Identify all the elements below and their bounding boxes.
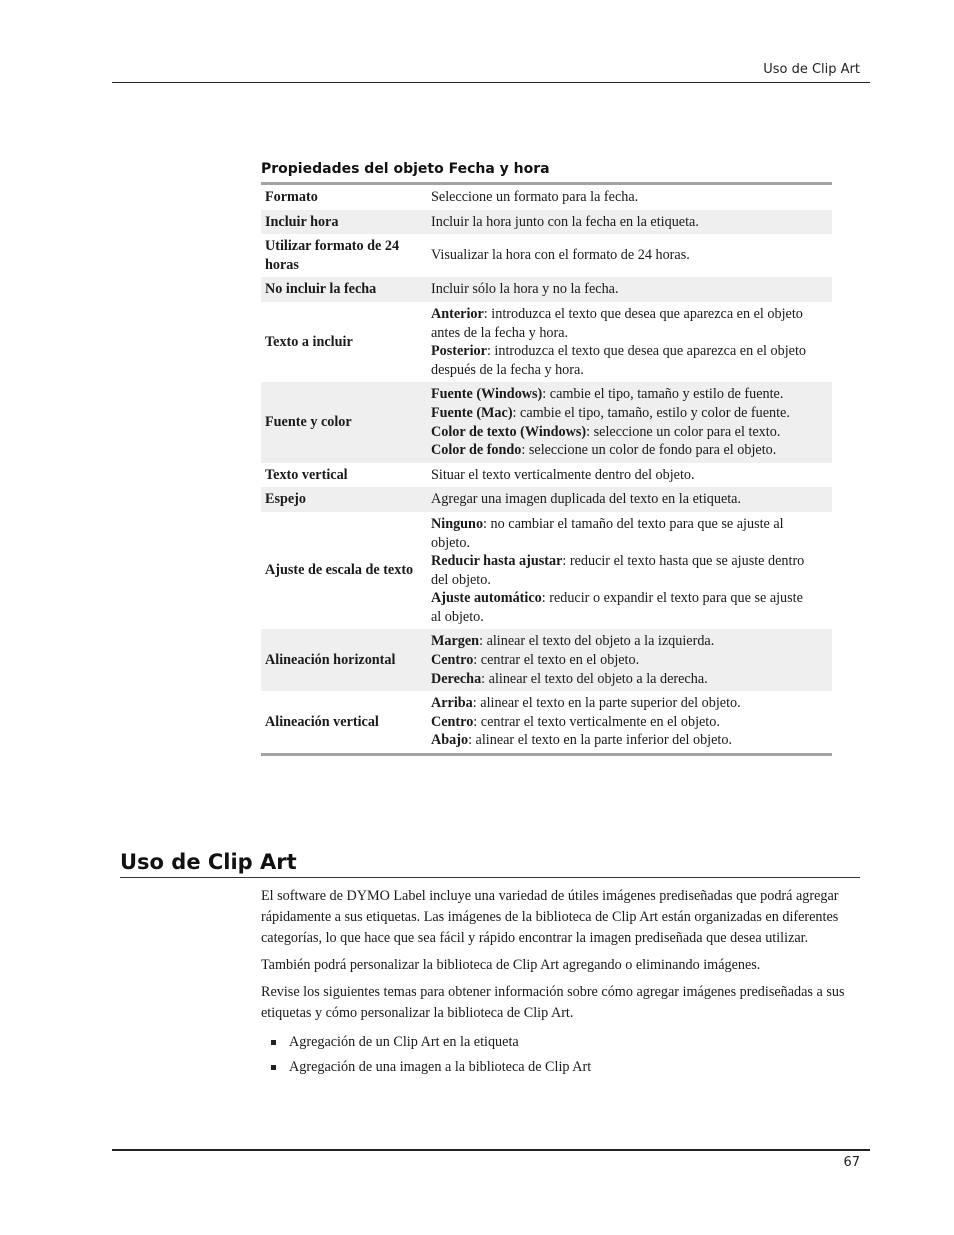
property-description [424, 629, 832, 691]
description-line [431, 731, 814, 750]
description-line [431, 385, 814, 404]
section-rule [120, 877, 860, 878]
table-row [261, 185, 832, 210]
bullet-icon [271, 1065, 276, 1070]
option-text: : seleccione un color para el texto. [586, 423, 781, 440]
description-line [431, 670, 814, 689]
description-line [431, 305, 814, 342]
property-description [424, 277, 832, 302]
option-text: Incluir sólo la hora y no la fecha. [431, 281, 619, 298]
property-description [424, 512, 832, 630]
table-row [261, 487, 832, 512]
table-row [261, 302, 832, 382]
description-line [431, 589, 814, 626]
option-text: : cambie el tipo, tamaño, estilo y color de fuente. [512, 404, 790, 421]
description-line [431, 188, 814, 207]
property-name: Texto vertical [265, 466, 348, 483]
option-text: Situar el texto verticalmente dentro del objeto. [431, 466, 695, 483]
property-description [424, 302, 832, 382]
option-text: : cambie el tipo, tamaño y estilo de fuente. [542, 386, 784, 403]
paragraph: Revise los siguientes temas para obtener información sobre cómo agregar imágenes prediseñadas a sus etiquetas y cómo personalizar la biblioteca de Clip Art. [261, 984, 845, 1021]
description-line [431, 632, 814, 651]
option-label: Abajo [431, 732, 469, 749]
option-label: Ninguno [431, 515, 484, 532]
description-line [431, 441, 814, 460]
option-label: Arriba [431, 695, 473, 712]
description-line [431, 713, 814, 732]
property-name: Alineación vertical [265, 713, 379, 730]
property-description [424, 234, 832, 277]
property-description [424, 210, 832, 235]
table-row [261, 210, 832, 235]
option-text: : alinear el texto en la parte inferior del objeto. [468, 732, 732, 749]
option-label: Fuente (Mac) [431, 404, 513, 421]
option-text: Incluir la hora junto con la fecha en la etiqueta. [431, 213, 699, 230]
description-line [431, 213, 814, 232]
property-name: Fuente y color [261, 382, 424, 462]
topic-list [261, 1030, 857, 1080]
option-text: : introduzca el texto que desea que aparezca en el objeto antes de la fecha y hora. [431, 305, 803, 341]
option-label: Anterior [431, 305, 484, 322]
description-line [431, 694, 814, 713]
option-text: : centrar el texto en el objeto. [473, 652, 640, 669]
table-row [261, 691, 832, 753]
property-name: Formato [265, 189, 318, 205]
section-body [261, 886, 857, 1080]
option-label: Fuente (Windows) [431, 386, 543, 403]
topic-label: Agregación de un Clip Art en la etiqueta [289, 1034, 519, 1050]
table-row [261, 234, 832, 277]
property-description [424, 487, 832, 512]
property-description [424, 691, 832, 753]
properties-table [261, 182, 832, 756]
section-heading: Uso de Clip Art [120, 850, 297, 874]
option-text: Agregar una imagen duplicada del texto en la etiqueta. [431, 491, 742, 508]
paragraph: También podrá personalizar la biblioteca de Clip Art agregando o eliminando imágenes. [261, 957, 761, 973]
option-label: Margen [431, 633, 480, 650]
page-number: 67 [843, 1155, 860, 1170]
option-text: : alinear el texto en la parte superior del objeto. [472, 695, 741, 712]
option-text: : alinear el texto del objeto a la izquierda. [479, 633, 715, 650]
table-row [261, 277, 832, 302]
option-text: : reducir el texto hasta que se ajuste dentro del objeto. [431, 553, 805, 588]
property-name: Texto a incluir [265, 333, 353, 350]
description-line [431, 280, 814, 299]
property-name: Incluir hora [261, 210, 424, 235]
option-label: Ajuste automático [431, 590, 542, 607]
property-name: Alineación horizontal [261, 629, 424, 691]
table-row [261, 382, 832, 462]
option-label: Reducir hasta ajustar [431, 553, 563, 570]
option-text: : introduzca el texto que desea que aparezca en el objeto después de la fecha y hora. [431, 343, 806, 378]
running-header: Uso de Clip Art [763, 62, 860, 77]
header-rule [112, 82, 870, 83]
option-text: : seleccione un color de fondo para el objeto. [521, 442, 777, 459]
option-label: Derecha [431, 670, 482, 687]
option-text: : reducir o expandir el texto para que se ajuste al objeto. [431, 590, 803, 625]
description-line [431, 423, 814, 442]
paragraph: El software de DYMO Label incluye una variedad de útiles imágenes prediseñadas que podrá agregar rápidamente a sus etiquetas. Las imágenes de la biblioteca de Clip Art están organizadas en diferentes categorías, lo que hace que sea fácil y rápido encontrar la imagen prediseñada que desea utilizar. [261, 888, 839, 946]
property-name: Utilizar formato de 24 horas [265, 238, 400, 273]
option-label: Color de fondo [431, 442, 522, 459]
property-name: Espejo [261, 487, 424, 512]
description-line [431, 651, 814, 670]
option-text: Seleccione un formato para la fecha. [431, 189, 639, 205]
description-line [431, 552, 814, 589]
description-line [431, 342, 814, 379]
description-line [431, 246, 814, 265]
option-label: Posterior [431, 343, 487, 360]
property-description [424, 463, 832, 488]
option-label: Color de texto (Windows) [431, 423, 587, 440]
option-text: : no cambiar el tamaño del texto para que se ajuste al objeto. [431, 515, 784, 551]
option-label: Centro [431, 652, 474, 669]
topic-link[interactable] [261, 1030, 857, 1055]
topic-label: Agregación de una imagen a la biblioteca de Clip Art [289, 1059, 592, 1075]
table-row [261, 463, 832, 488]
option-text: : centrar el texto verticalmente en el objeto. [473, 713, 720, 730]
footer-rule [112, 1149, 870, 1151]
option-label: Centro [431, 713, 474, 730]
option-text: Visualizar la hora con el formato de 24 horas. [431, 247, 690, 264]
property-name: Ajuste de escala de texto [265, 562, 414, 579]
option-text: : alinear el texto del objeto a la derecha. [481, 670, 708, 687]
bullet-icon [271, 1040, 276, 1045]
property-description [424, 382, 832, 462]
property-description [424, 185, 832, 210]
description-line [431, 466, 814, 485]
description-line [431, 515, 814, 552]
description-line [431, 490, 814, 509]
table-row [261, 512, 832, 630]
property-name: No incluir la fecha [261, 277, 424, 302]
table-row [261, 629, 832, 691]
table-title: Propiedades del objeto Fecha y hora [261, 161, 550, 177]
description-line [431, 404, 814, 423]
topic-link[interactable] [261, 1055, 857, 1080]
